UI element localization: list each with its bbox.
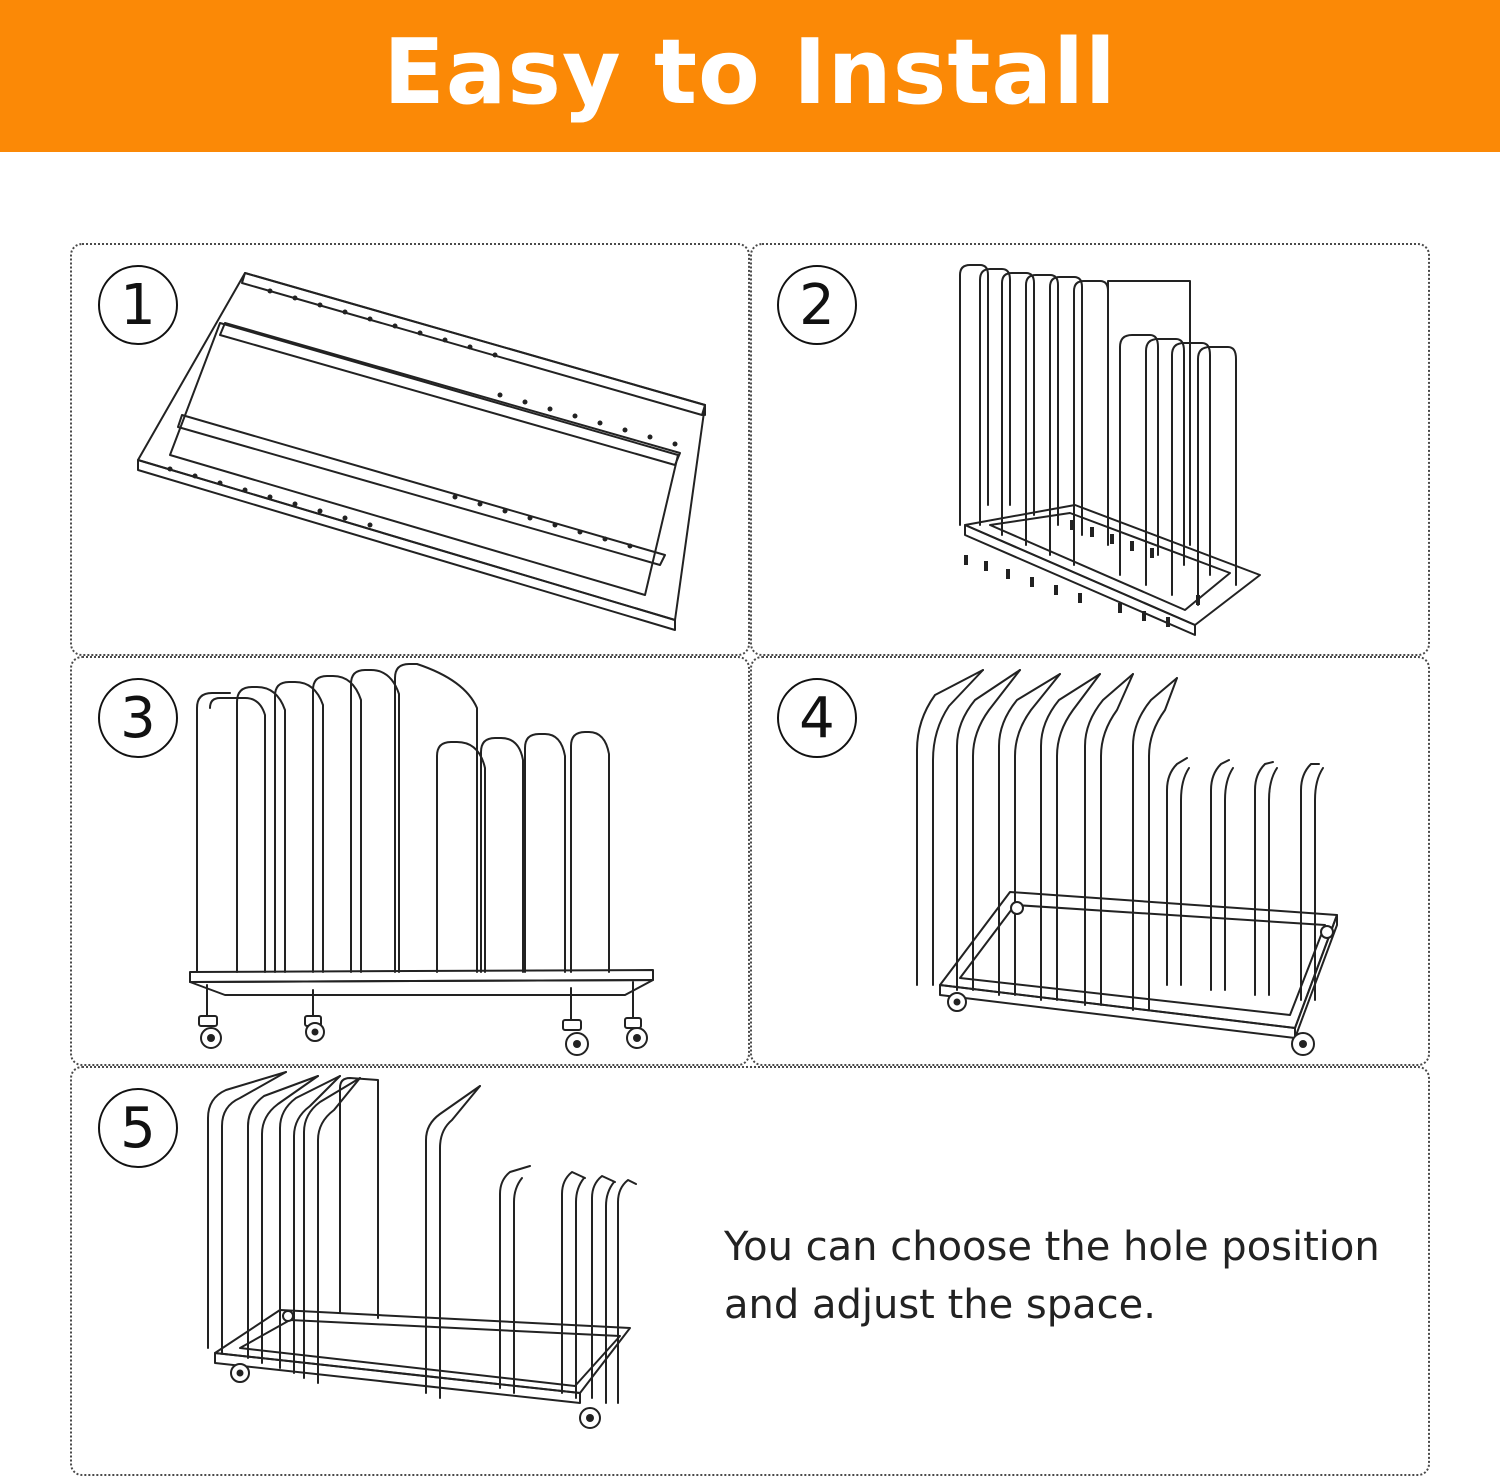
step-5-number: 5 <box>98 1088 178 1168</box>
header-banner <box>0 0 1500 152</box>
step-1-base-frame-illustration <box>130 265 730 645</box>
step-5-adjusted-rack-illustration <box>200 1068 640 1478</box>
hole-position-note <box>724 1218 1424 1334</box>
step-4-assembled-cart-illustration <box>905 660 1345 1060</box>
step-3-wheels-illustration <box>185 660 665 1060</box>
step-2-number: 2 <box>777 265 857 345</box>
page-title: Easy to Install <box>383 19 1117 125</box>
step-3-number: 3 <box>98 678 178 758</box>
note-line-1: You can choose the hole position <box>724 1224 1380 1270</box>
step-2-dividers-illustration <box>950 255 1280 645</box>
note-line-2: and adjust the space. <box>724 1282 1156 1328</box>
step-1-number: 1 <box>98 265 178 345</box>
step-4-number: 4 <box>777 678 857 758</box>
